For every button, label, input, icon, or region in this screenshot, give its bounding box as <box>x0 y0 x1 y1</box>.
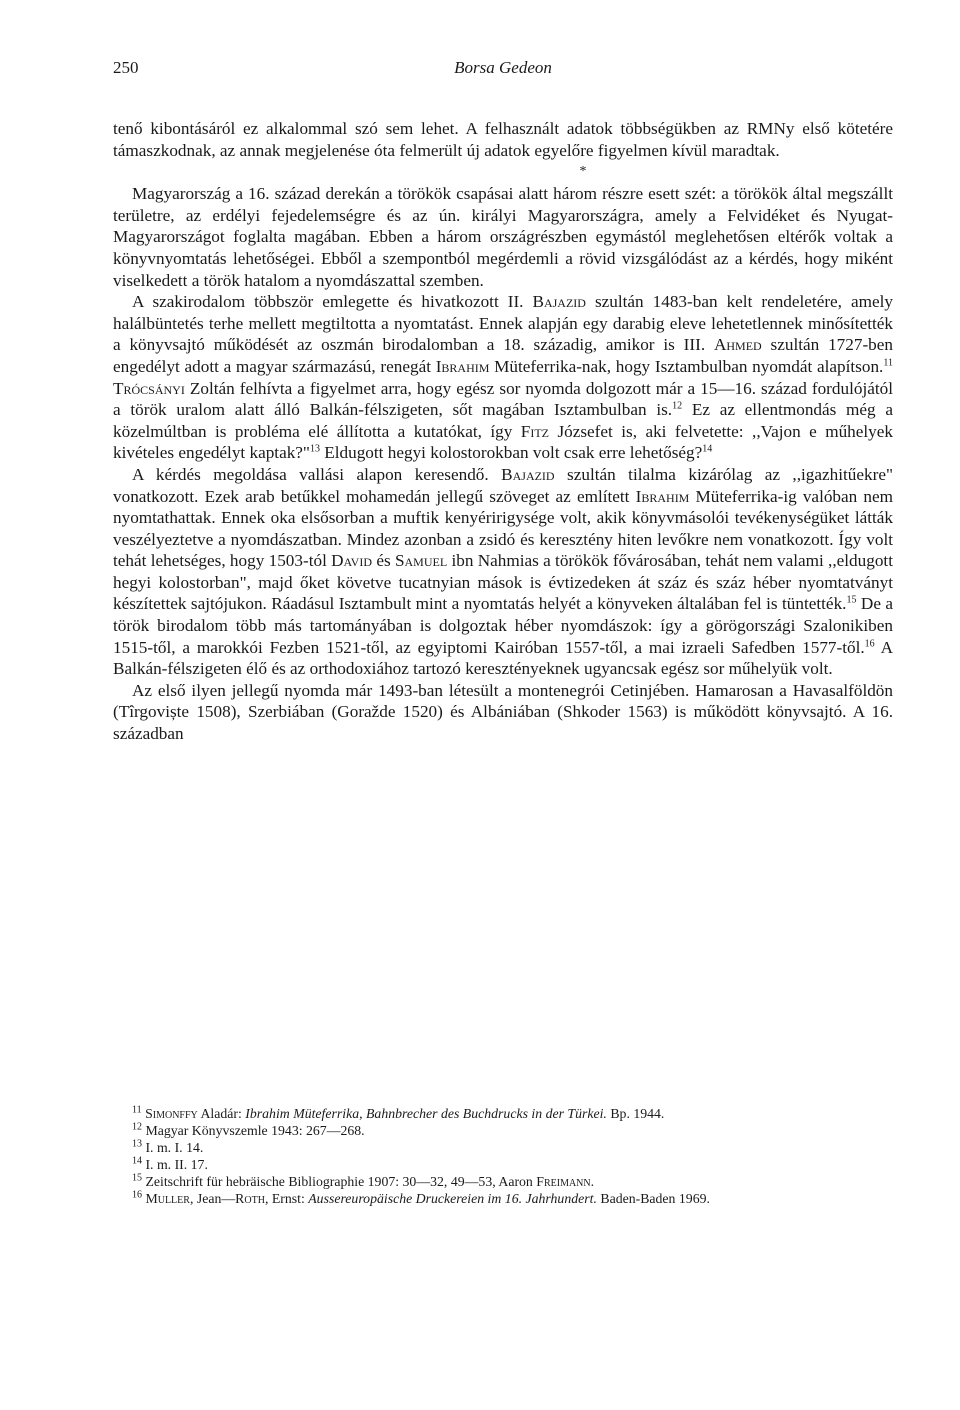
person-name: Fitz <box>520 421 550 441</box>
page-number: 250 <box>113 58 139 77</box>
paragraph: A kérdés megoldása vallási alapon keresendő. Bajazid szultán tilalma kizárólag az ,,igazhitűekre" vonatkozott. Ezek arab betűkkel mohamedán jellegű szöveget az említett Ibrahim Müteferrika-ig valóban nem nyomtathattak. Ennek oka elsősorban a muftik kenyéririgysége volt, akik könyvmásolói tevékenységüket látták veszélyeztetve a nyomdászatban. Mindez azonban a zsidó és keresztény hiten levőkre nem vonatkozott. Így volt tehát lehetséges, hogy 1503-tól David és Samuel ibn Nahmias a törökök fővárosában, tehát nem valami ,,eldugott hegyi kolostorban", majd őket követve tucatnyian mások is évtizedeken át száz és száz héber nyomtatványt készítettek sajtójukon. Ráadásul Isztambult mint a nyomtatás helyét a könyveken általában fel is tüntették.$^{15}$ De a török birodalom több más tartományában is dolgoztak héber nyomdászok: így a görögországi Szalonikiben 1515-től, a marokkói Fezben 1521-től, az egyiptomi Kairóban 1557-től, a mai izraeli Safedben 1577-től.$^{16}$ A Balkán-félszigeten élő és az orthodoxiához tartozó keresztényeknek ugyancsak egész sor műhelyük volt. <box>113 464 894 679</box>
footnote: $^{15}$ Zeitschrift für hebräische Bibliographie 1907: 30—32, 49—53, Aaron Freimann. <box>132 1172 595 1189</box>
paragraph-continued: tenő kibontásáról ez alkalommal szó sem lehet. A felhasznált adatok többségükben az RMNy első kötetére támaszkodnak, az annak megjelenése óta felmerült új adatok egyelőre figyelmen kívül maradtak. <box>113 119 893 160</box>
author-name: Muller <box>145 1191 190 1206</box>
author-name: Simonffy <box>145 1106 198 1121</box>
footnote-number: 12 <box>132 1121 142 1133</box>
author-name: Freimann <box>536 1174 591 1189</box>
footnote: $^{14}$ I. m. II. 17. <box>132 1155 208 1172</box>
person-name: Ibrahim <box>635 486 690 506</box>
footnote-number: 15 <box>132 1172 142 1184</box>
footnote-ref: 14 <box>702 443 713 455</box>
paragraph: Magyarország a 16. század derekán a törökök csapásai alatt három részre esett szét: a törökök által megszállt területre, az erdélyi fejedelemségre és az ún. királyi Magyarországra, amely a Felvidéket és Nyugat-Magyarországot foglalta magában. Ebben a három országrészben egymástól meglehetősen eltérők voltak a könyvnyomtatás lehetőségei. Ebből a szempontból megérdemli a rövid vizsgálódást az a kérdés, hogy miként viselkedett a török hatalom a nyomdászattal szemben. <box>113 184 893 290</box>
footnote-ref: 15 <box>846 594 857 606</box>
person-name: Ahmed <box>713 335 762 355</box>
footnote: $^{12}$ Magyar Könyvszemle 1943: 267—268. <box>132 1121 365 1138</box>
footnote-ref: 12 <box>672 400 683 412</box>
footnote: $^{11}$ Simonffy Aladár: Ibrahim Müteferrika, Bahnbrecher des Buchdrucks in der Türkei. Bp. 1944. <box>132 1104 665 1121</box>
running-title: Borsa Gedeon <box>454 58 552 77</box>
footnote-number: 13 <box>132 1138 142 1150</box>
person-name: Trócsányi <box>113 378 185 398</box>
person-name: Ibrahim <box>435 356 490 376</box>
author-name: Roth <box>235 1191 265 1206</box>
person-name: Bajazid <box>532 292 586 312</box>
person-name: Bajazid <box>501 464 555 484</box>
footnote: $^{16}$ Muller, Jean—Roth, Ernst: Aussereuropäische Druckereien im 16. Jahrhundert. Baden-Baden 1969. <box>132 1189 710 1206</box>
footnote-number: 16 <box>132 1189 142 1201</box>
section-separator: * <box>579 164 587 180</box>
work-title: Aussereuropäische Druckereien im 16. Jahrhundert. <box>308 1191 597 1206</box>
work-title: Ibrahim Müteferrika, Bahnbrecher des Buchdrucks in der Türkei. <box>245 1106 607 1121</box>
paragraph: A szakirodalom többször emlegette és hivatkozott II. Bajazid szultán 1483-ban kelt rendeletére, amely halálbüntetés terhe mellett megtiltotta a nyomtatást. Ennek alapján egy darabig eleve lehetetlennek minősítették a könyvsajtó működését az oszmán birodalomban a 18. századig, amikor is III. Ahmed szultán 1727-ben engedélyt adott a magyar származású, renegát Ibrahim Müteferrika-nak, hogy Isztambulban nyomdát alapítson.$^{11}$ Trócsányi Zoltán felhívta a figyelmet arra, hogy egész sor nyomda dolgozott már a 15—16. század fordulójától a török uralom alatt álló Balkán-félszigeten, sőt magában Isztambulban is.$^{12}$ Ez az ellentmondás még a közelmúltban is probléma elé állította a kutatókat, így Fitz Józsefet is, aki felvetette: ,,Vajon e műhelyek kivételes engedélyt kaptak?"$^{13}$ Eldugott hegyi kolostorokban volt csak erre lehetőség?$^{14}$ <box>113 292 894 463</box>
footnote-number: 14 <box>132 1155 142 1167</box>
person-name: Samuel <box>394 551 448 571</box>
paragraph: Az első ilyen jellegű nyomda már 1493-ban létesült a montenegrói Cetinjében. Hamarosan a Havasalföldön (Tîrgoviște 1508), Szerbiában (Goražde 1520) és Albániában (Shkoder 1563) is működött könyvsajtó. A 16. században <box>113 680 893 744</box>
person-name: David <box>331 551 373 571</box>
footnote: $^{13}$ I. m. I. 14. <box>132 1138 204 1155</box>
footnote-ref: 16 <box>864 637 875 649</box>
footnote-ref: 13 <box>309 443 320 455</box>
footnote-number: 11 <box>132 1104 142 1116</box>
footnotes <box>113 1105 893 1207</box>
footnote-ref: 11 <box>883 357 893 369</box>
body-text <box>113 118 893 745</box>
